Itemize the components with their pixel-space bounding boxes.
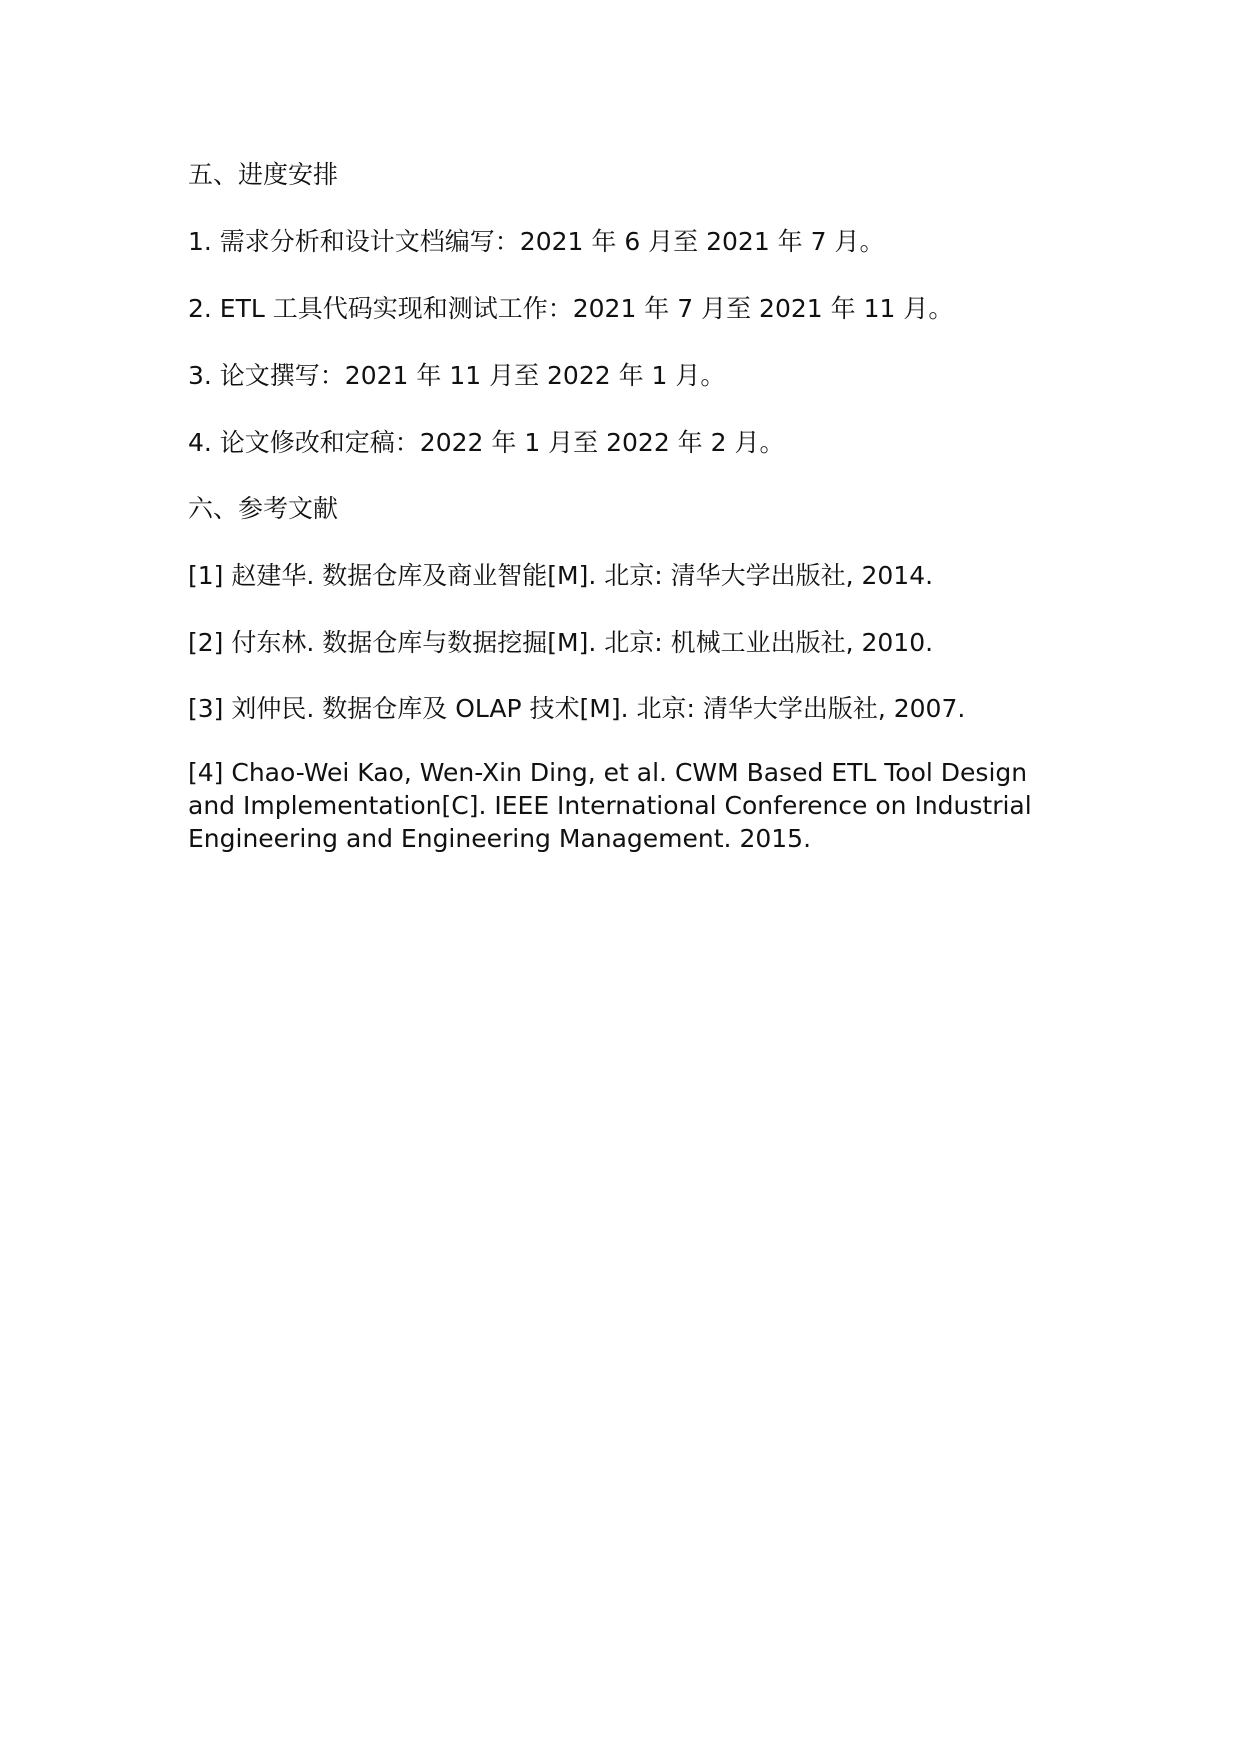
reference-item: [3] 刘仲民. 数据仓库及 OLAP 技术[M]. 北京: 清华大学出版社, 2007.	[188, 694, 966, 723]
section-heading-references: 六、参考文献	[188, 494, 339, 523]
section-heading-schedule: 五、进度安排	[188, 160, 339, 189]
schedule-item: 4. 论文修改和定稿：2022 年 1 月至 2022 年 2 月。	[188, 428, 785, 457]
schedule-item: 1. 需求分析和设计文档编写：2021 年 6 月至 2021 年 7 月。	[188, 227, 885, 256]
schedule-item: 3. 论文撰写：2021 年 11 月至 2022 年 1 月。	[188, 361, 726, 390]
reference-item: [2] 付东林. 数据仓库与数据挖掘[M]. 北京: 机械工业出版社, 2010.	[188, 628, 934, 657]
reference-item: [4] Chao-Wei Kao, Wen-Xin Ding, et al. CWM Based ETL Tool Design and Implementation[C]. IEEE International Conference on Industrial Engineering and Engineering Management. 2015.	[188, 758, 1032, 853]
schedule-item: 2. ETL 工具代码实现和测试工作：2021 年 7 月至 2021 年 11 月。	[188, 294, 954, 323]
reference-item: [1] 赵建华. 数据仓库及商业智能[M]. 北京: 清华大学出版社, 2014.	[188, 561, 934, 590]
